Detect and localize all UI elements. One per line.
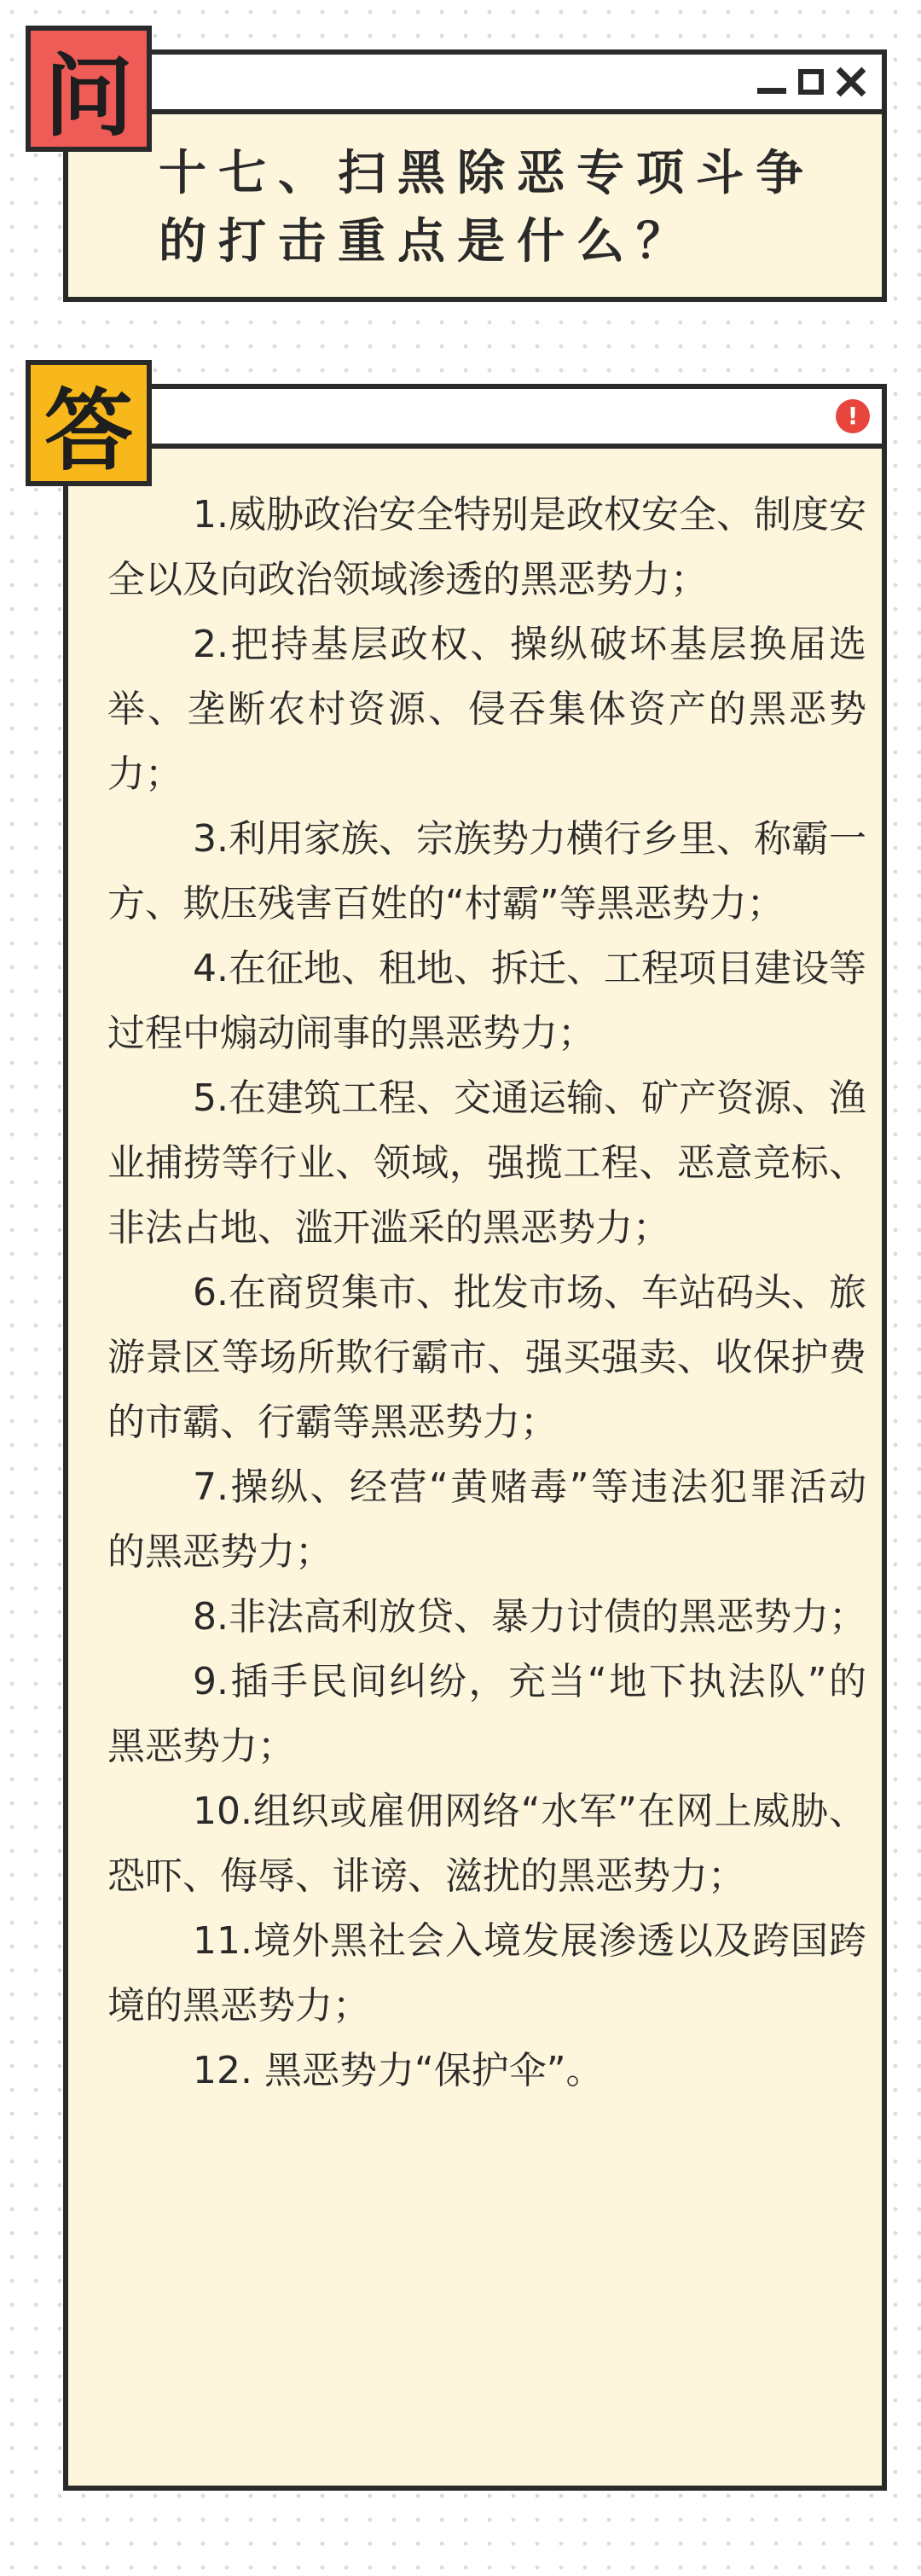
close-icon[interactable]	[836, 67, 866, 97]
minimize-icon[interactable]	[757, 67, 786, 97]
answer-titlebar	[68, 389, 882, 449]
answer-item: 5.在建筑工程、交通运输、矿产资源、渔业捕捞等行业、领域，强揽工程、恶意竞标、非法占地、滥开滥采的黑恶势力；	[107, 1076, 866, 1250]
answer-item: 3.利用家族、宗族势力横行乡里、称霸一方、欺压残害百姓的“村霸”等黑恶势力；	[107, 817, 866, 925]
question-card	[63, 49, 887, 302]
answer-item: 9.插手民间纠纷，充当“地下执法队”的黑恶势力；	[107, 1660, 866, 1768]
answer-item: 2.把持基层政权、操纵破坏基层换届选举、垄断农村资源、侵吞集体资产的黑恶势力；	[107, 623, 866, 796]
window-controls	[757, 63, 866, 101]
answer-list	[107, 483, 866, 2103]
answer-card	[63, 384, 887, 2491]
answer-item: 8.非法高利放贷、暴力讨债的黑恶势力；	[193, 1595, 866, 1639]
answer-item: 12. 黑恶势力“保护伞”。	[193, 2049, 604, 2092]
answer-item: 6.在商贸集市、批发市场、车站码头、旅游景区等场所欺行霸市、强买强卖、收保护费的市霸、行霸等黑恶势力；	[107, 1271, 866, 1444]
answer-item: 7.操纵、经营“黄赌毒”等违法犯罪活动的黑恶势力；	[107, 1465, 866, 1574]
answer-item: 1.威胁政治安全特别是政权安全、制度安全以及向政治领域渗透的黑恶势力；	[107, 493, 866, 601]
question-text: 十七、扫黑除恶专项斗争的打击重点是什么？	[159, 146, 815, 270]
answer-item: 10.组织或雇佣网络“水军”在网上威胁、恐吓、侮辱、诽谤、滋扰的黑恶势力；	[107, 1790, 866, 1898]
answer-badge: 答	[26, 360, 152, 486]
question-titlebar	[68, 55, 882, 114]
question-badge: 问	[26, 26, 152, 152]
alert-icon: !	[836, 399, 870, 433]
maximize-icon[interactable]	[798, 69, 824, 95]
answer-item: 4.在征地、租地、拆迁、工程项目建设等过程中煽动闹事的黑恶势力；	[107, 947, 866, 1055]
answer-item: 11.境外黑社会入境发展渗透以及跨国跨境的黑恶势力；	[107, 1919, 866, 2028]
